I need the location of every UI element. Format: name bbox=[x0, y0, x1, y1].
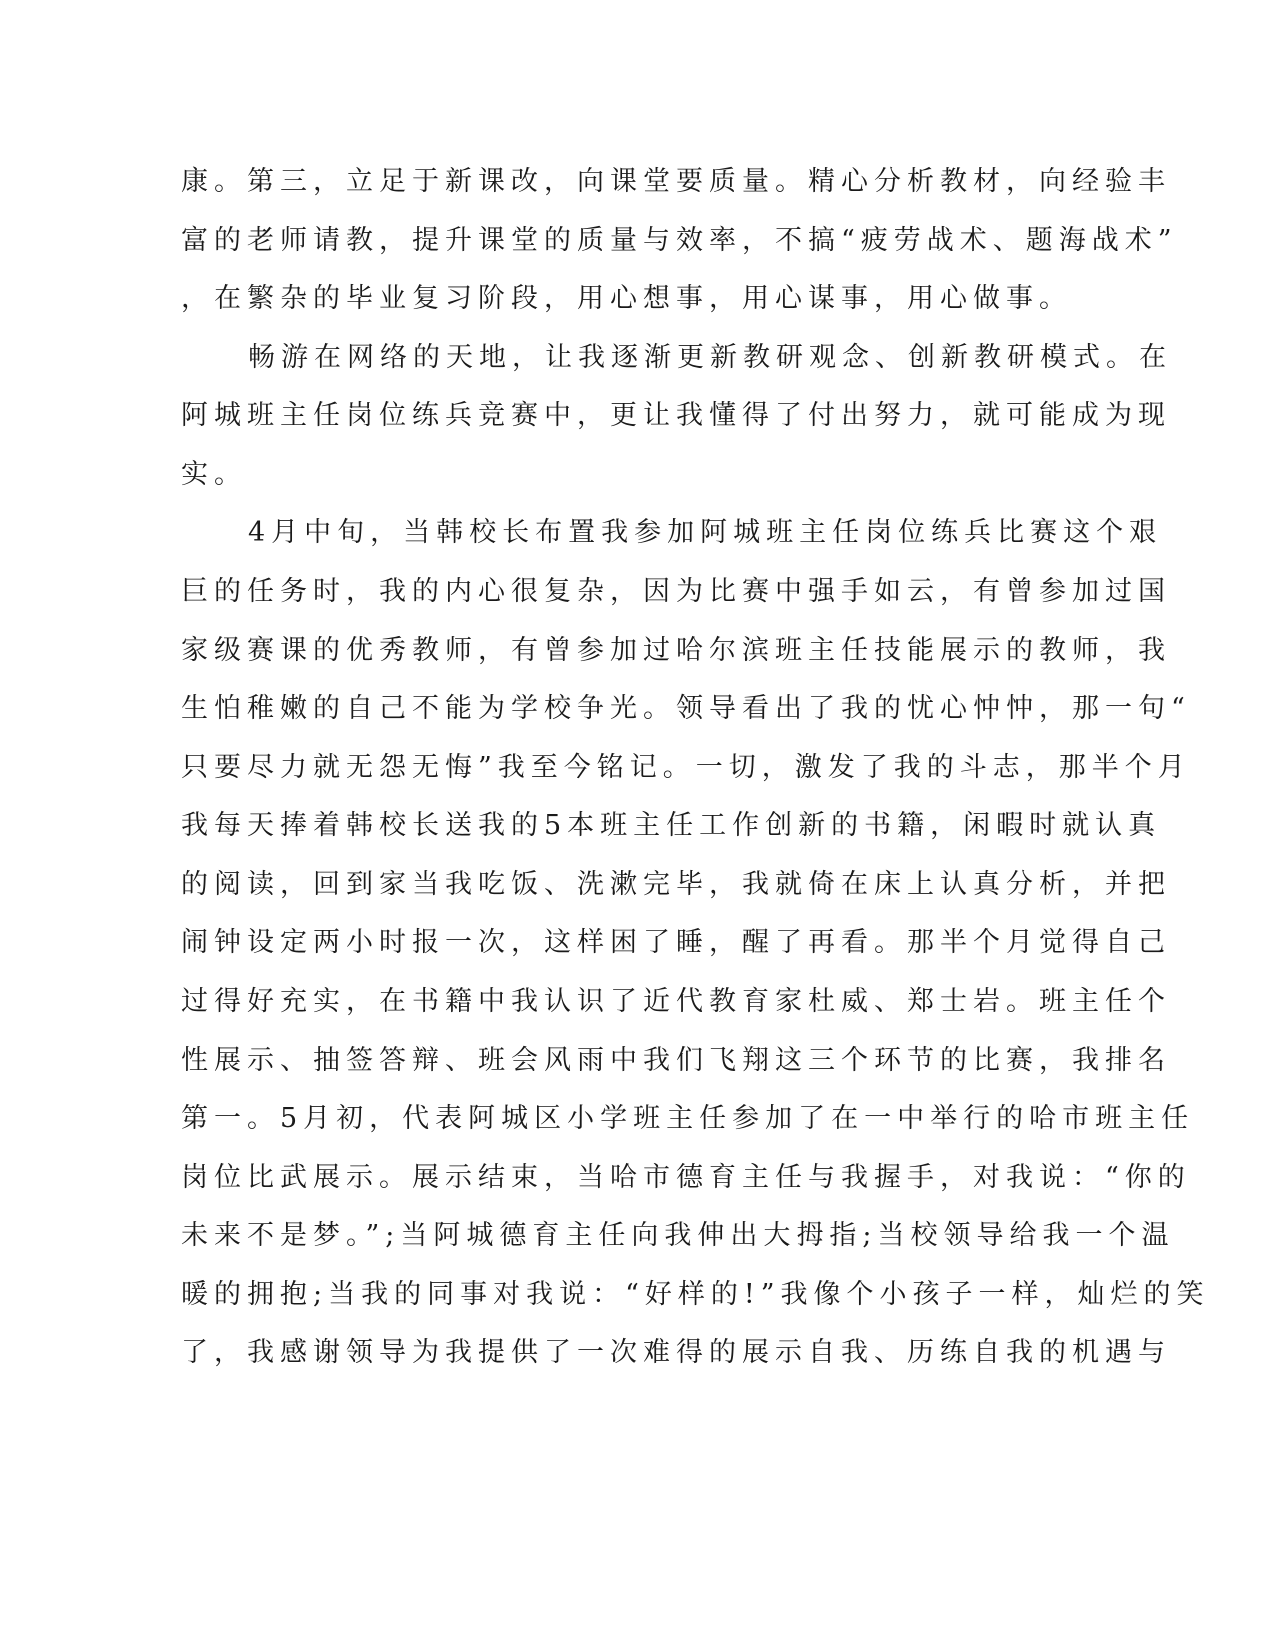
text-line: 的阅读，回到家当我吃饭、洗漱完毕，我就倚在床上认真分析，并把 bbox=[181, 869, 1171, 900]
text-line: 我每天捧着韩校长送我的5本班主任工作创新的书籍，闲暇时就认真 bbox=[181, 810, 1162, 841]
text-line: 闹钟设定两小时报一次，这样困了睡，醒了再看。那半个月觉得自己 bbox=[181, 927, 1171, 958]
text-line: ，在繁杂的毕业复习阶段，用心想事，用心谋事，用心做事。 bbox=[181, 283, 1072, 314]
text-line: 性展示、抽签答辩、班会风雨中我们飞翔这三个环节的比赛，我排名 bbox=[181, 1045, 1171, 1076]
text-line: 岗位比武展示。展示结束，当哈市德育主任与我握手，对我说：“你的 bbox=[181, 1162, 1191, 1193]
text-line: 过得好充实，在书籍中我认识了近代教育家杜威、郑士岩。班主任个 bbox=[181, 986, 1171, 1017]
text-line: 了，我感谢领导为我提供了一次难得的展示自我、历练自我的机遇与 bbox=[181, 1337, 1171, 1368]
text-line: 巨的任务时，我的内心很复杂，因为比赛中强手如云，有曾参加过国 bbox=[181, 576, 1171, 607]
text-line: 实。 bbox=[181, 459, 247, 490]
text-line: 只要尽力就无怨无悔”我至今铭记。一切，激发了我的斗志，那半个月 bbox=[181, 752, 1191, 783]
text-line: 阿城班主任岗位练兵竞赛中，更让我懂得了付出努力，就可能成为现 bbox=[181, 400, 1171, 431]
text-line: 未来不是梦。”;当阿城德育主任向我伸出大拇指;当校领导给我一个温 bbox=[181, 1220, 1175, 1251]
text-line: 暖的拥抱;当我的同事对我说：“好样的!”我像个小孩子一样，灿烂的笑 bbox=[181, 1279, 1210, 1310]
text-line: 家级赛课的优秀教师，有曾参加过哈尔滨班主任技能展示的教师，我 bbox=[181, 635, 1171, 666]
text-line: 4月中旬，当韩校长布置我参加阿城班主任岗位练兵比赛这个艰 bbox=[248, 517, 1163, 548]
text-line: 生怕稚嫩的自己不能为学校争光。领导看出了我的忧心忡忡，那一句“ bbox=[181, 693, 1191, 724]
text-line: 康。第三，立足于新课改，向课堂要质量。精心分析教材，向经验丰 bbox=[181, 166, 1171, 197]
text-line: 第一。5月初，代表阿城区小学班主任参加了在一中举行的哈市班主任 bbox=[181, 1103, 1195, 1134]
text-line: 畅游在网络的天地，让我逐渐更新教研观念、创新教研模式。在 bbox=[248, 342, 1172, 373]
text-line: 富的老师请教，提升课堂的质量与效率，不搞“疲劳战术、题海战术” bbox=[181, 225, 1178, 256]
